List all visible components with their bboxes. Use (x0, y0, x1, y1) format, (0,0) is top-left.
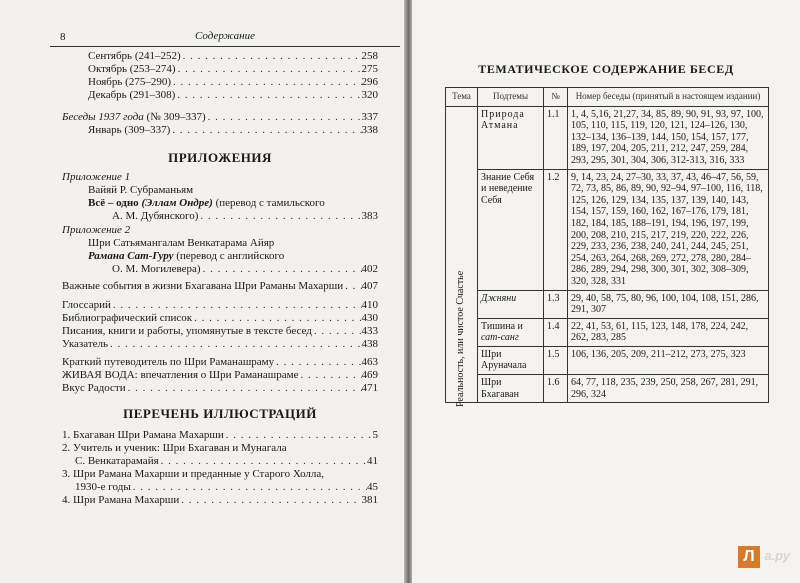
thematic-title: ТЕМАТИЧЕСКОЕ СОДЕРЖАНИЕ БЕСЕД (478, 62, 734, 76)
toc-entry: ЖИВАЯ ВОДА: впечатления о Шри Раманашраме . . . 469 (62, 369, 378, 381)
toc-entry: О. М. Могилевера) . . . 402 (112, 263, 378, 275)
toc-entry: Ноябрь (275–290) . . . 296 (88, 76, 378, 88)
illustrations-heading: ПЕРЕЧЕНЬ ИЛЛЮСТРАЦИЙ (123, 406, 317, 421)
appendix1-author: Вайяй Р. Субраманьям (88, 184, 194, 196)
subtopic-cell: Природа Атмана (478, 106, 544, 169)
subtopic-cell: Джняни (478, 290, 544, 318)
talks-cell: 9, 14, 23, 24, 27–30, 33, 37, 43, 46–47, 56, 59, 72, 73, 85, 86, 89, 90, 92–94, 97–100, 116, 118, 125, 126, 129, 134, 135, 137, 139, 140, 143, 154, 157, 159, 160, 162, 167–176, 179, 181, 182, 184, 185, 188–191, 194, 196, 197, 199, 200, 208, 210, 215, 217, 219, 220, 222, 226, 229, 233, 236, 238, 240, 241, 244, 245, 251, 254, 263, 264, 268, 269, 272, 278, 280, 284–286, 289, 294, 298, 300, 301, 302, 308–309, 320, 328, 331 (568, 169, 769, 290)
table-row (446, 346, 769, 374)
running-header (50, 28, 400, 47)
appendix2-title: Рамана Сат-Гуру (перевод с английского (88, 250, 285, 262)
appendix-heading: ПРИЛОЖЕНИЯ (168, 150, 272, 165)
toc-entry: Вкус Радости . . . 471 (62, 382, 378, 394)
toc-entry-besedy-1937: Беседы 1937 года (№ 309–337) . . . 337 (62, 111, 378, 123)
illustration-entry: 3. Шри Рамана Махарши и преданные у Старого Холла, (62, 468, 325, 480)
toc-entry: А. М. Дубянского) . . . 383 (112, 210, 378, 222)
header-tema: Тема (446, 88, 478, 107)
header-podtemy: Подтемы (478, 88, 544, 107)
subtopic-cell: Знание Себя и неведение Себя (478, 169, 544, 290)
watermark-logo-icon: Л (738, 546, 760, 568)
illustration-entry: 2. Учитель и ученик: Шри Бхагаван и Мунагала (62, 442, 287, 454)
num-cell: 1.1 (544, 106, 568, 169)
header-num: № (544, 88, 568, 107)
subtopic-cell: Шри Бхагаван (478, 375, 544, 403)
num-cell: 1.2 (544, 169, 568, 290)
table-row (446, 106, 769, 169)
toc-entry: Указатель . . . 438 (62, 338, 378, 350)
num-cell: 1.4 (544, 318, 568, 346)
tema-cell (446, 106, 478, 407)
tema-vertical-text: Реальность, или чистое Счастье (455, 270, 466, 407)
subtopic-cell: Шри Аруначала (478, 346, 544, 374)
toc-entry: Декабрь (291–308) . . . 320 (88, 89, 378, 101)
table-row (446, 169, 769, 290)
illustration-entry: 1. Бхагаван Шри Рамана Махарши . . . 5 (62, 429, 378, 441)
appendix1-label: Приложение 1 (62, 171, 131, 183)
toc-entry: Важные события в жизни Бхагавана Шри Раманы Махарши . . . 407 (62, 280, 378, 292)
toc-entry: Библиографический список . . . 430 (62, 312, 378, 324)
thematic-table (445, 87, 769, 407)
num-cell: 1.5 (544, 346, 568, 374)
illustration-entry-cont: 1930-е годы . . . 45 (75, 481, 378, 493)
table-row (446, 290, 769, 318)
subtopic-cell: Тишина и сат-санг (478, 318, 544, 346)
illustration-entry: 4. Шри Рамана Махарши . . . 381 (62, 494, 378, 506)
appendix2-author: Шри Сатьямангалам Венкатарама Айяр (88, 237, 275, 249)
toc-entry: Глоссарий . . . 410 (62, 299, 378, 311)
toc-entry: Писания, книги и работы, упомянутые в тексте бесед . . . 433 (62, 325, 378, 337)
talks-cell: 22, 41, 53, 61, 115, 123, 148, 178, 224, 242, 262, 283, 285 (568, 318, 769, 346)
toc-entry: Краткий путеводитель по Шри Раманашраму . . . 463 (62, 356, 378, 368)
watermark-text: а.ру (764, 548, 790, 563)
appendix2-label: Приложение 2 (62, 224, 131, 236)
table-header-row (446, 88, 769, 107)
num-cell: 1.3 (544, 290, 568, 318)
toc-entry: Сентябрь (241–252) . . . 258 (88, 50, 378, 62)
num-cell: 1.6 (544, 375, 568, 403)
talks-cell: 106, 136, 205, 209, 211–212, 273, 275, 323 (568, 346, 769, 374)
appendix1-title: Всё – одно (Эллам Ондре) (перевод с тамильского (88, 197, 325, 209)
table-row (446, 375, 769, 403)
illustration-entry-cont: С. Венкатарамайя . . . 41 (75, 455, 378, 467)
talks-cell: 64, 77, 118, 235, 239, 250, 258, 267, 281, 291, 296, 324 (568, 375, 769, 403)
talks-cell: 1, 4, 5,16, 21,27, 34, 85, 89, 90, 91, 93, 97, 100, 105, 110, 115, 119, 120, 121, 124–126, 130, 132–134, 136–139, 144, 150, 154, 157, 177, 189, 197, 204, 205, 211, 212, 247, 259, 284, 293, 295, 301, 304, 306, 312-313, 316, 333 (568, 106, 769, 169)
toc-entry: Октябрь (253–274) . . . 275 (88, 63, 378, 75)
header-nomer: Номер беседы (принятый в настоящем издании) (568, 88, 769, 107)
right-page (412, 0, 800, 583)
page-number: 8 (60, 31, 66, 43)
table-row (446, 318, 769, 346)
toc-entry: Январь (309–337) . . . 338 (88, 124, 378, 136)
talks-cell: 29, 40, 58, 75, 80, 96, 100, 104, 108, 151, 286, 291, 307 (568, 290, 769, 318)
running-head-title: Содержание (194, 30, 255, 42)
